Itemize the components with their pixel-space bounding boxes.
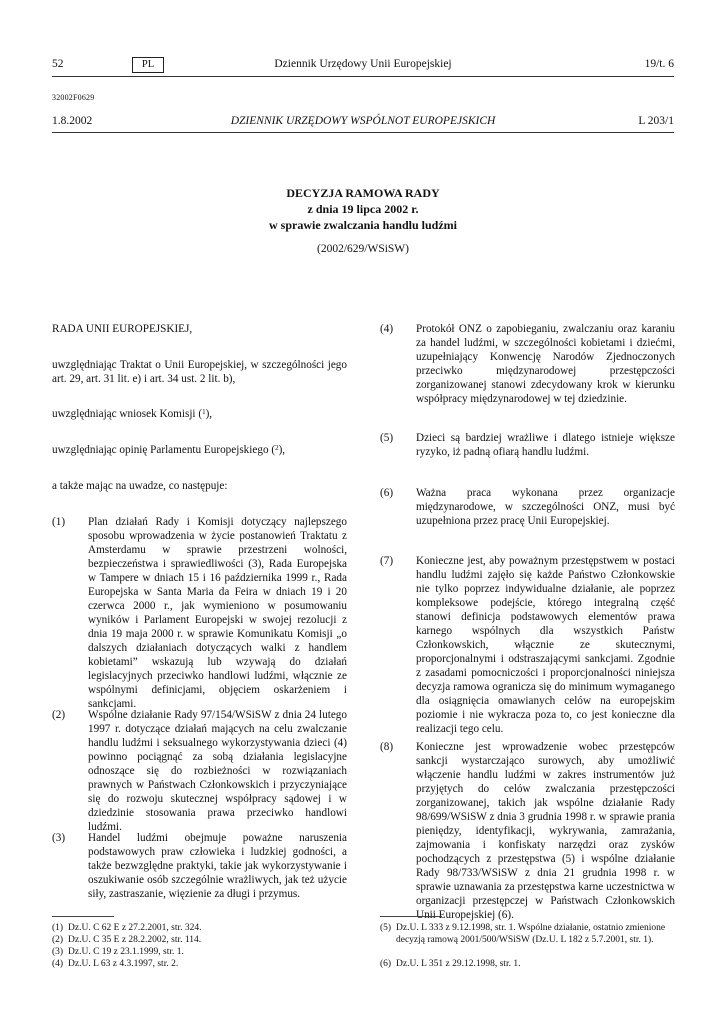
document-title — [52, 185, 674, 233]
recital-number: (3) — [52, 832, 66, 844]
having-regard-parliament: uwzględniając opinię Parlamentu Europejskiego ($^2$), — [52, 444, 286, 456]
recital-number: (2) — [52, 709, 66, 721]
recital-text: Dzieci są bardziej wrażliwe i dlatego istnieje większe ryzyko, iż padną ofiarą handlu ludźmi. — [416, 432, 675, 458]
language-badge: PL — [132, 57, 164, 73]
recital-number: (6) — [380, 487, 394, 499]
oj-rule — [52, 132, 674, 133]
recital-8 — [380, 740, 675, 922]
oj-ref: L 203/1 — [638, 115, 674, 127]
recital-number: (8) — [380, 741, 394, 753]
document-number: (2002/629/WSiSW) — [317, 243, 409, 255]
celex-number: 32002F0629 — [52, 93, 95, 102]
footnote-5 — [380, 922, 675, 946]
recital-number: (7) — [380, 555, 394, 567]
title-line-1: DECYZJA RAMOWA RADY — [286, 186, 440, 200]
recital-text: Ważna praca wykonana przez organizacje międzynarodowe, w szczególności ONZ, musi być uzupełniona przez pracę Unii Europejskiej. — [416, 487, 675, 527]
footnote-text: Dz.U. C 35 E z 28.2.2002, str. 114. — [68, 935, 202, 945]
footnote-number: (2) — [52, 935, 64, 945]
footnote-4 — [52, 958, 347, 970]
recital-4 — [380, 322, 675, 406]
having-regard-treaty: uwzględniając Traktat o Unii Europejskiej, w szczególności jego art. 29, art. 31 lit. e) i art. 34 ust. 2 lit. b), — [52, 359, 347, 385]
recital-text: Wspólne działanie Rady 97/154/WSiSW z dnia 24 lutego 1997 r. dotyczące działań mających na celu zwalczanie handlu ludźmi i seksualnego wykorzystywania dzieci (4) powinno pociągnąć za sobą działania legislacyjne odnoszące się do rozbieżności w rozwiązaniach prawnych w Państwach Członkowskich i przyczyniające się do rozwoju skutecznej współpracy sądowej i w dziedzinie stosowania prawa przeciwko handlowi ludźmi. — [88, 709, 347, 833]
council-line: RADA UNII EUROPEJSKIEJ, — [52, 323, 193, 335]
recital-2 — [52, 708, 347, 834]
title-line-2: z dnia 19 lipca 2002 r. — [307, 202, 419, 216]
oj-date: 1.8.2002 — [52, 115, 93, 127]
recital-text: Plan działań Rady i Komisji dotyczący najlepszego sposobu wprowadzenia w życie postanowień Traktatu z Amsterdamu w sprawie przestrzeni wolności, bezpieczeństwa i sprawiedliwości (3), Rada Europejska w Tampere w dniach 15 i 16 października 1999 r., Rada Europejska w Santa Maria da Feira w dniach 19 i 20 czerwca 2000 r., jak wymieniono w posumowaniu wyników i Parlament Europejski w swojej rezolucji z dnia 19 maja 2000 r. w sprawie Komunikatu Komisji „o dalszych działaniach dotyczących walki z handlem kobietami” wskazują lub wzywają do działań legislacyjnych przeciwko handlowi ludźmi, włącznie ze wspólnymi definicjami, objęciem oskarżeniem i sankcjami. — [88, 516, 347, 710]
footnote-text: Dz.U. C 62 E z 27.2.2001, str. 324. — [68, 923, 202, 933]
journal-name: Dziennik Urzędowy Unii Europejskiej — [274, 58, 452, 70]
footnote-text: Dz.U. L 63 z 4.3.1997, str. 2. — [68, 959, 179, 969]
volume-number: 19/t. 6 — [644, 58, 674, 70]
footnote-number: (1) — [52, 923, 64, 933]
recital-1 — [52, 515, 347, 711]
recital-6 — [380, 486, 675, 528]
recital-5 — [380, 431, 675, 459]
whereas-line: a także mając na uwadze, co następuje: — [52, 480, 228, 492]
footnote-text: Dz.U. C 19 z 23.1.1999, str. 1. — [68, 947, 184, 957]
footnote-number: (3) — [52, 947, 64, 957]
recital-number: (1) — [52, 516, 66, 528]
having-regard-commission: uwzględniając wniosek Komisji ($^1$), — [52, 408, 213, 420]
footnote-rule-left — [52, 916, 114, 917]
footnote-rule-right — [380, 916, 442, 917]
recital-3 — [52, 831, 347, 901]
recital-number: (4) — [380, 323, 394, 335]
footnote-3 — [52, 946, 347, 958]
recital-text: Protokół ONZ o zapobieganiu, zwalczaniu oraz karaniu za handel ludźmi, w szczególności kobietami i dziećmi, uzupełniający Konwencję Narodów Zjednoczonych przeciwko międzynarodowej przestępczości zorganizowanej stanowi zdecydowany krok w kierunku współpracy międzynarodowej w tej dziedzinie. — [416, 323, 675, 405]
footnote-text: Dz.U. L 333 z 9.12.1998, str. 1. Wspólne działanie, ostatnio zmienione decyzją ramową 2001/500/WSiSW (Dz.U. L 182 z 5.7.2001, str. 1). — [396, 923, 666, 945]
recital-text: Handel ludźmi obejmuje poważne naruszenia podstawowych praw człowieka i ludzkiej godności, a także bezwzględne praktyki, takie jak wykorzystywanie i oszukiwanie osób szczególnie wrażliwych, jak też użycie siły, zastraszanie, więzienie za długi i przymus. — [88, 832, 347, 900]
page-number: 52 — [52, 58, 64, 70]
footnote-6 — [380, 958, 675, 970]
recital-text: Konieczne jest wprowadzenie wobec przestępców sankcji wystarczająco surowych, aby umożliwić włączenie handlu ludźmi w zakres instrumentów już przyjętych do celów zwalczania przestępczości zorganizowanej, takich jak wspólne działanie Rady 98/699/WSiSW z dnia 3 grudnia 1998 r. w sprawie prania pieniędzy, identyfikacji, wykrywania, zamrażania, zajmowania i konfiskaty narzędzi oraz zysków pochodzących z przestępstwa (5) i wspólne działanie Rady 98/733/WSiSW z dnia 21 grudnia 1998 r. w sprawie uznawania za przestępstwa karne uczestnictwa w organizacji przestępczej w Państwach Członkowskich Unii Europejskiej (6). — [416, 741, 675, 921]
footnote-number: (5) — [380, 923, 392, 933]
oj-line — [52, 115, 674, 131]
footnote-text: Dz.U. L 351 z 29.12.1998, str. 1. — [396, 959, 521, 969]
recital-text: Konieczne jest, aby poważnym przestępstwem w postaci handlu ludźmi zajęło się każde Państwo Członkowskie nie tylko poprzez indywidualne działanie, ale poprzez kompleksowe podejście, którego integralną część stanowi definicja podstawowych elementów prawa karnego wspólnych dla wszystkich Państw Członkowskich, włącznie ze skutecznymi, proporcjonalnymi i odstraszającymi sankcjami. Zgodnie z zasadami pomocniczości i proporcjonalności niniejsza decyzja ramowa ogranicza się do minimum wymaganego dla osiągnięcia omawianych celów na europejskim poziomie i nie wykracza poza to, co jest konieczne dla realizacji tego celu. — [416, 555, 675, 735]
oj-title: DZIENNIK URZĘDOWY WSPÓLNOT EUROPEJSKICH — [230, 115, 496, 127]
recital-7 — [380, 554, 675, 736]
footnote-2 — [52, 934, 347, 946]
footnote-number: (4) — [52, 959, 64, 969]
footnote-1 — [52, 922, 347, 934]
footnote-number: (6) — [380, 959, 392, 969]
header-rule — [52, 76, 674, 77]
title-line-3: w sprawie zwalczania handlu ludźmi — [268, 218, 457, 232]
journal-header — [52, 58, 674, 76]
recital-number: (5) — [380, 432, 394, 444]
